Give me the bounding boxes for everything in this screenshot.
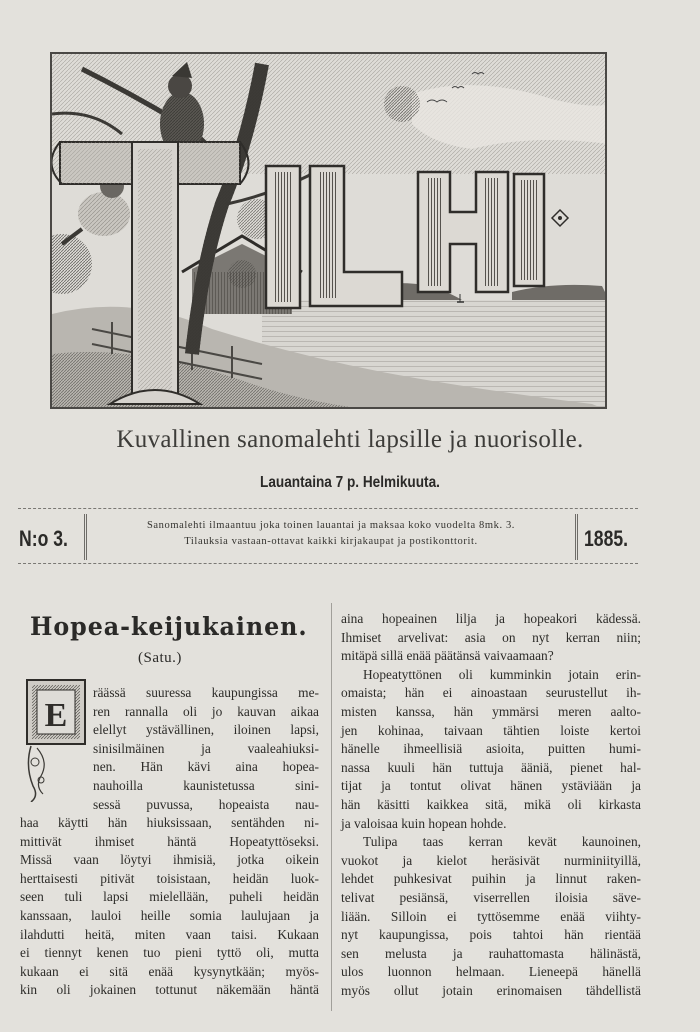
text-line: räässä suuressa kaupungissa me- xyxy=(93,685,319,700)
subscription-info xyxy=(88,518,574,550)
text-line: Tulipa taas kerran kevät kaunoinen, xyxy=(363,834,641,850)
text-line: hän käsitti kaikkea sitä, mikä oli kirkasta xyxy=(341,796,641,812)
article-col1-indented xyxy=(93,684,319,814)
text-line: misten kanssa, hän ymmärsi meren aalto- xyxy=(341,703,641,719)
text-line: aina hopeainen lilja ja hopeakori kädessä. xyxy=(341,611,641,626)
text-line: kukaan ei sitä enää kysynytkään; myös- xyxy=(20,963,319,979)
text-line: ja valoisaa kuin hopean hohde. xyxy=(341,815,507,831)
text-line: sinisilmäinen ja vaaleahiuksi- xyxy=(93,740,319,756)
band-divider-right-2 xyxy=(577,514,578,560)
text-line: ilahdutti heitä, miten vaan taisi. Kukaan xyxy=(20,926,319,942)
text-line: kin oli jokainen tottunut näkemään häntä xyxy=(20,982,319,998)
text-line: vuokot ja kielot heräsivät nurminiityillä, xyxy=(341,852,641,868)
column-divider xyxy=(331,603,332,1011)
text-line: seen tuli lapsi mielellään, puheli heidän xyxy=(20,889,319,905)
text-line: ren rannalla oli jo kauvan aikaa xyxy=(93,703,319,719)
text-line: Ihmiset arvelivat: asia on nyt kerran niin; xyxy=(341,629,641,645)
issue-date: Lauantaina 7 p. Helmikuuta. xyxy=(260,474,440,491)
masthead-illustration xyxy=(50,52,607,409)
text-line: ulos luonnon helmaan. Lieneepä hänellä xyxy=(341,964,641,980)
newspaper-subtitle: Kuvallinen sanomalehti lapsille ja nuorisolle. xyxy=(116,426,584,453)
text-line: haa käytti hän hiuksissaan, sentähden ni- xyxy=(20,815,319,830)
subscription-info-line: Sanomalehti ilmaantuu joka toinen lauantai ja maksaa koko vuodelta 8mk. 3. xyxy=(146,520,516,531)
text-line: elellyt ystävällinen, iloinen lapsi, xyxy=(93,722,319,738)
masthead-title-letters xyxy=(266,166,568,308)
article-subtitle: (Satu.) xyxy=(138,650,182,666)
text-line: nyt kaupungissa, pois tahtoi hän rientää xyxy=(341,927,641,943)
text-line: omaista; hän ei ainoastaan seurustellut ih- xyxy=(341,685,641,701)
text-line: mitäpä sillä enää päätänsä vaivaamaan? xyxy=(341,648,554,664)
text-line: nen. Hän kävi aina hopea- xyxy=(93,759,319,775)
text-line: tijat ja tontut olivat hänen ystäviään ja xyxy=(341,778,641,794)
text-line: sessä puvussa, hopeaista nau- xyxy=(93,796,319,812)
band-bottom-rule xyxy=(18,563,638,564)
band-divider-left-2 xyxy=(86,514,87,560)
text-line: jen kohinaa, taivaan tähtien loiste kertoi xyxy=(341,722,641,738)
text-line: Missä vaan löytyi ihmisiä, jotka oikein xyxy=(20,852,319,868)
subscription-info-line: Tilauksia vastaan-ottavat kaikki kirjakaupat ja postikonttorit. xyxy=(184,536,478,547)
article-title: Hopea-keijukainen. xyxy=(30,612,308,641)
band-top-rule xyxy=(18,508,638,509)
text-line: kanssaan, lauloi heille somia laulujaan ja xyxy=(20,907,319,923)
text-line: lehdet puhkesivat puihin ja linnut raken- xyxy=(341,871,641,887)
text-line: mittivät ihmiset häntä Hopeatyttöseksi. xyxy=(20,833,319,849)
article-col2-body xyxy=(341,610,641,1000)
text-line: myös ollut jotain erinomaisen tähdellistä xyxy=(341,982,641,998)
text-line: herttaisesti pitivät toisistaan, heidän luok- xyxy=(20,870,319,886)
text-line: liään. Silloin ei tyttösemme enää viihty- xyxy=(341,908,641,924)
text-line: Hopeatyttönen oli kumminkin jotain erin- xyxy=(363,666,641,682)
text-line: sen melusta ja rauhattomasta hälinästä, xyxy=(341,945,641,961)
masthead-engraving xyxy=(52,54,607,409)
issue-year: 1885. xyxy=(584,526,629,551)
text-line: telivat pesiänsä, viserrellen iloisia säve- xyxy=(341,889,641,905)
text-line: nauhoilla kaunistetussa sini- xyxy=(93,777,319,793)
band-divider-left xyxy=(84,514,85,560)
band-divider-right xyxy=(575,514,576,560)
text-line: nassa kuuli hän tuttuja ääniä, pienet hal- xyxy=(341,759,641,775)
text-line: hänelle ihmeellisiä asioita, puitten humi- xyxy=(341,741,641,757)
text-line: ei tiennyt kenen tuo pieni tyttö oli, mutta xyxy=(20,945,319,961)
svg-text:E: E xyxy=(44,697,68,734)
issue-number: N:o 3. xyxy=(19,526,68,551)
decorated-initial-letter-icon xyxy=(23,676,91,802)
article-col1-body xyxy=(20,814,319,1000)
